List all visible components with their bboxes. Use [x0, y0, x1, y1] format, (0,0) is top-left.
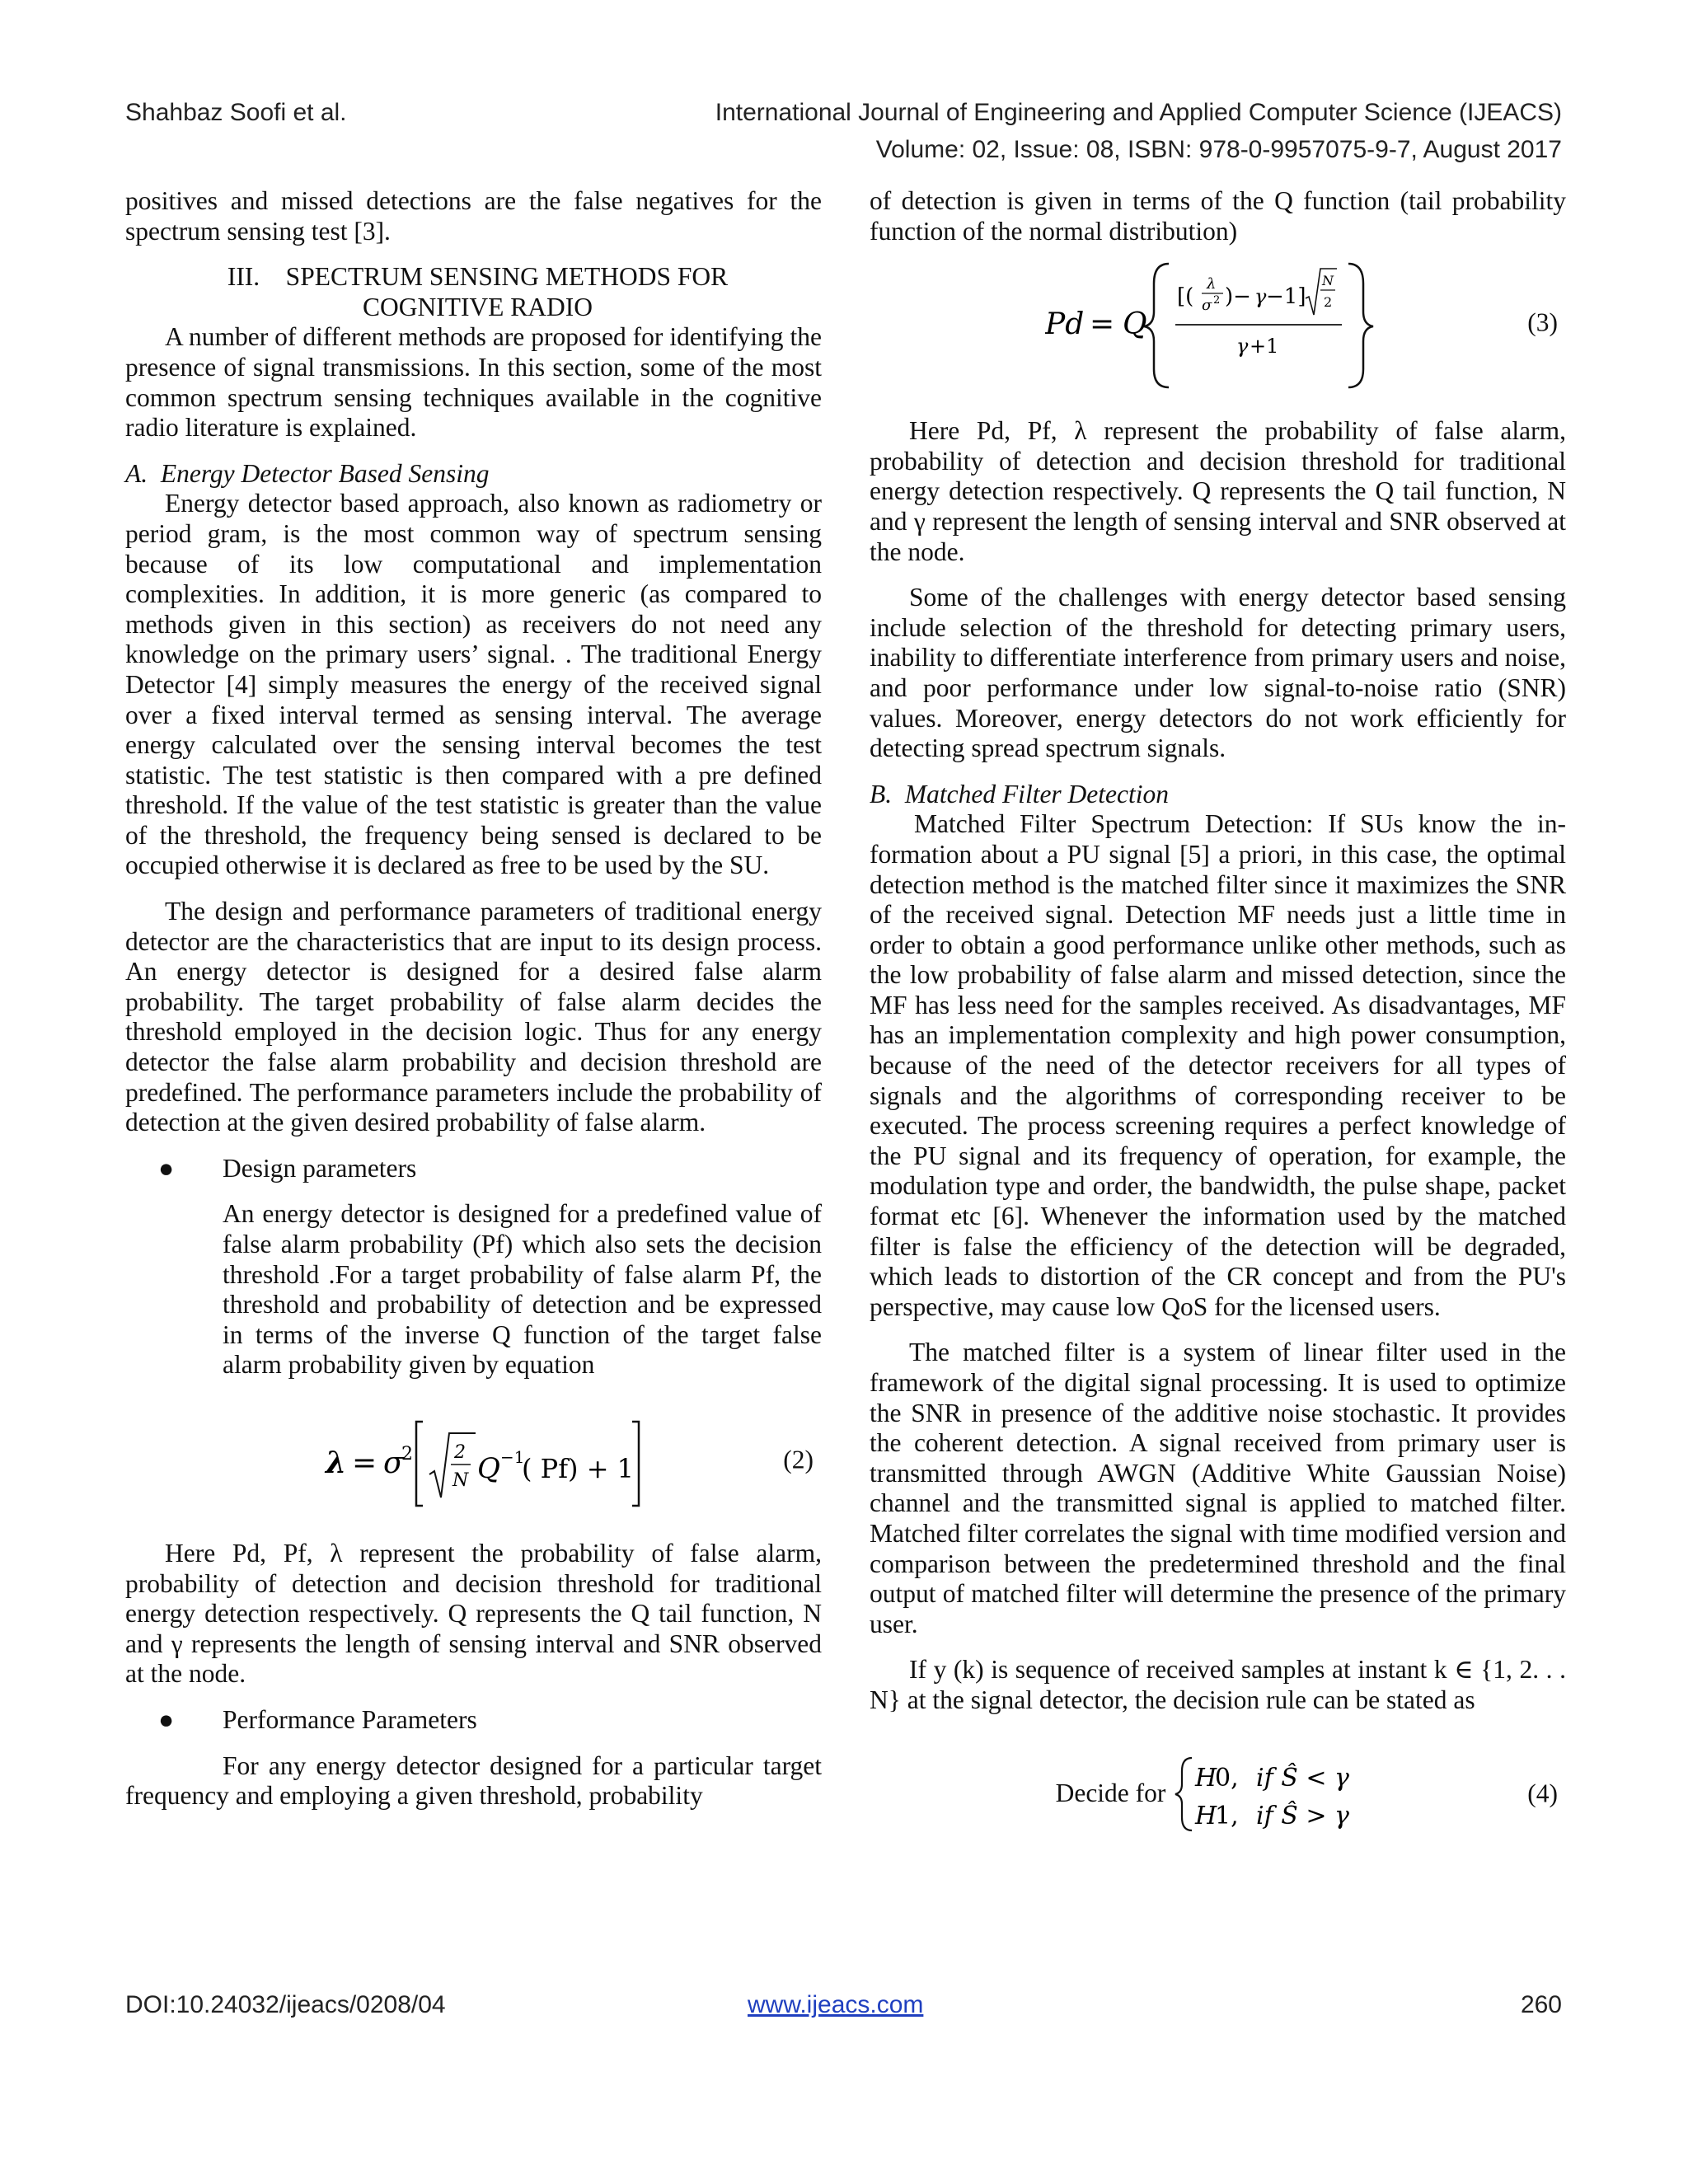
svg-text:Q: Q — [1122, 307, 1147, 341]
svg-text:1,: 1, — [1215, 1801, 1240, 1830]
header-volume: Volume: 02, Issue: 08, ISBN: 978-0-9957075-9-7, August 2017 — [875, 136, 1562, 163]
bullet-item — [125, 1705, 822, 1736]
svg-text:( Pf) + 1: ( Pf) + 1 — [521, 1452, 634, 1484]
svg-text:Q: Q — [476, 1451, 500, 1485]
bullet-dot-icon: ● — [158, 1153, 175, 1183]
subsection-heading: B. Matched Filter Detection — [870, 779, 1170, 808]
svg-text:−1: −1 — [499, 1446, 524, 1467]
section-heading — [125, 262, 822, 322]
svg-text:)−: )− — [1224, 284, 1251, 309]
bullet-label: Design parameters — [223, 1153, 417, 1183]
paragraph: A number of different methods are proposed for identifying the presence of signal transmissions. In this section, some of the most common spectrum sensing techniques available in the cognitive radio literature is explained. — [125, 322, 822, 443]
footer-page-number: 260 — [1520, 1991, 1562, 2018]
equation-2 — [125, 1399, 822, 1522]
paragraph: Energy detector based approach, also known as radiometry or period gram, is the most common way of spectrum sensing because of its low computational and implementation complexities. In addition, it is more generic (as compared to methods given in this section) as receivers do not need any knowledge on the primary users’ signal. . The traditional Energy Detector [4] simply measures the energy of the received signal over a fixed interval termed as sensing interval. The average energy calculated over the sensing interval becomes the test statistic. The test statistic is then compared with a pre defined threshold. If the value of the test statistic is greater than the value of the threshold, the frequency being sensed is declared to be occupied otherwise it is declared as free to be used by the SU. — [125, 489, 822, 880]
equation-4-formula — [1174, 1753, 1380, 1835]
paragraph: For any energy detector designed for a particular target frequency and employing a given threshold, probability — [125, 1750, 822, 1811]
svg-text:γ: γ — [1236, 334, 1248, 358]
equation-number: (3) — [1527, 307, 1558, 337]
svg-text:H: H — [1195, 1801, 1217, 1830]
equation-4-label: Decide for — [1055, 1779, 1166, 1808]
paragraph: of detection is given in terms of the Q function (tail probability function of the normal distribution) — [870, 186, 1566, 246]
svg-text:2: 2 — [1323, 293, 1332, 310]
equation-3-formula — [1045, 255, 1424, 391]
paragraph: Matched Filter Spectrum Detection: If SUs know the in-formation about a PU signal [5] a priori, in this case, the optimal detection method is the matched filter since it maximizes the SNR of the received signal. Detection MF needs just a little time in order to obtain a good performance unlike other methods, such as the low probability of false alarm and missed detection, since the MF has less need for the samples received. As disadvantages, MF has an implementation complexity and high power consumption, because of the need of the detector receivers for all types of signals and the algorithms of corresponding receiver to be executed. The process screening requires a perfect knowledge of the PU signal and its frequency of operation, for example, the modulation type and order, the bandwidth, the pulse shape, packet format etc [6]. Whenever the information used by the matched filter is false the efficiency of the detection will be degraded, which leads to distortion of the CR concept and from the PU's perspective, may cause low QoS for the licensed users. — [870, 809, 1566, 1321]
bullet-item — [125, 1154, 822, 1184]
svg-text:λ: λ — [1206, 274, 1216, 293]
paragraph: Some of the challenges with energy detector based sensing include selection of the threshold for detecting primary users, inability to differentiate interference from primary users and noise, and poor performance under low signal-to-noise ratio (SNR) values. Moreover, energy detectors do not work efficiently for detecting spread spectrum signals. — [870, 583, 1566, 763]
svg-text:−1]: −1] — [1265, 284, 1306, 309]
subsection-heading: A. Energy Detector Based Sensing — [125, 458, 490, 488]
svg-text:H: H — [1195, 1763, 1217, 1793]
bullet-label: Performance Parameters — [223, 1704, 477, 1734]
svg-text:2: 2 — [453, 1441, 466, 1463]
paragraph: The design and performance parameters of traditional energy detector are the characteristics that are input to its design process. An energy detector is designed for a desired false alarm probability. The target probability of false alarm decides the threshold employed in the decision logic. Thus for any energy detector the false alarm probability and decision threshold are predefined. The performance parameters include the probability of detection at the given desired probability of false alarm. — [125, 897, 822, 1137]
svg-text:if Ŝ < γ: if Ŝ < γ — [1256, 1763, 1350, 1793]
equation-3 — [870, 253, 1566, 393]
svg-text:=: = — [351, 1446, 377, 1480]
header-journal: International Journal of Engineering and Applied Computer Science (IJEACS) — [715, 99, 1562, 126]
paragraph: The matched filter is a system of linear filter used in the framework of the digital signal processing. It is used to optimize the SNR in presence of the additive noise stochastic. It provides the coherent detection. A signal received from primary user is transmitted through AWGN (Additive White Gaussian Noise) channel and the transmitted signal is applied to matched filter. Matched filter correlates the signal with time modified version and comparison between the predetermined threshold and the final output of matched filter will determine the presence of the primary user. — [870, 1338, 1566, 1638]
footer-website-link[interactable]: www.ijeacs.com — [748, 1991, 924, 2018]
paragraph: Here Pd, Pf, λ represent the probability of false alarm, probability of detection and decision threshold for traditional energy detection respectively. Q represents the Q tail function, N and γ represent the length of sensing interval and SNR observed at the node. — [870, 416, 1566, 566]
equation-number: (2) — [783, 1445, 814, 1474]
bullet-body: An energy detector is designed for a predefined value of false alarm probability (Pf) which also sets the decision threshold .For a target probability of false alarm Pf, the threshold and probability of detection and be expressed in terms of the inverse Q function of the target false alarm probability given by equation — [223, 1199, 822, 1380]
svg-text:σ: σ — [382, 1446, 404, 1480]
svg-text:γ: γ — [1254, 284, 1266, 308]
paragraph: Here Pd, Pf, λ represent the probability of false alarm, probability of detection and decision threshold for traditional energy detection respectively. Q represents the Q tail function, N and γ represents the length of sensing interval and SNR observed at the node. — [125, 1538, 822, 1689]
svg-text:+1: +1 — [1249, 334, 1278, 358]
svg-text:2: 2 — [1212, 293, 1220, 307]
bullet-dot-icon: ● — [158, 1704, 175, 1734]
equation-number: (4) — [1527, 1779, 1558, 1808]
svg-text:Pd: Pd — [1044, 307, 1084, 341]
section-heading-line: III. SPECTRUM SENSING METHODS FOR — [227, 262, 729, 292]
footer-doi: DOI:10.24032/ijeacs/0208/04 — [125, 1991, 446, 2018]
header-author: Shahbaz Soofi et al. — [125, 99, 347, 126]
svg-text:N: N — [1321, 272, 1334, 288]
svg-text:0,: 0, — [1215, 1763, 1240, 1793]
svg-text:σ: σ — [1201, 296, 1212, 314]
svg-text:=: = — [1089, 307, 1114, 341]
svg-text:2: 2 — [401, 1443, 413, 1465]
paragraph: positives and missed detections are the false negatives for the spectrum sensing test [3]. — [125, 186, 822, 246]
svg-text:if Ŝ > γ: if Ŝ > γ — [1256, 1801, 1350, 1830]
section-heading-line: COGNITIVE RADIO — [362, 292, 593, 321]
equation-4 — [870, 1749, 1566, 1840]
svg-text:λ: λ — [325, 1445, 346, 1480]
equation-2-formula — [301, 1407, 647, 1514]
svg-text:[(: [( — [1176, 284, 1193, 309]
right-column — [870, 186, 1566, 1840]
left-column — [125, 186, 822, 1811]
paragraph: If y (k) is sequence of received samples at instant k ∈ {1, 2. . . N} at the signal detector, the decision rule can be stated as — [870, 1655, 1566, 1714]
svg-text:N: N — [452, 1469, 468, 1491]
